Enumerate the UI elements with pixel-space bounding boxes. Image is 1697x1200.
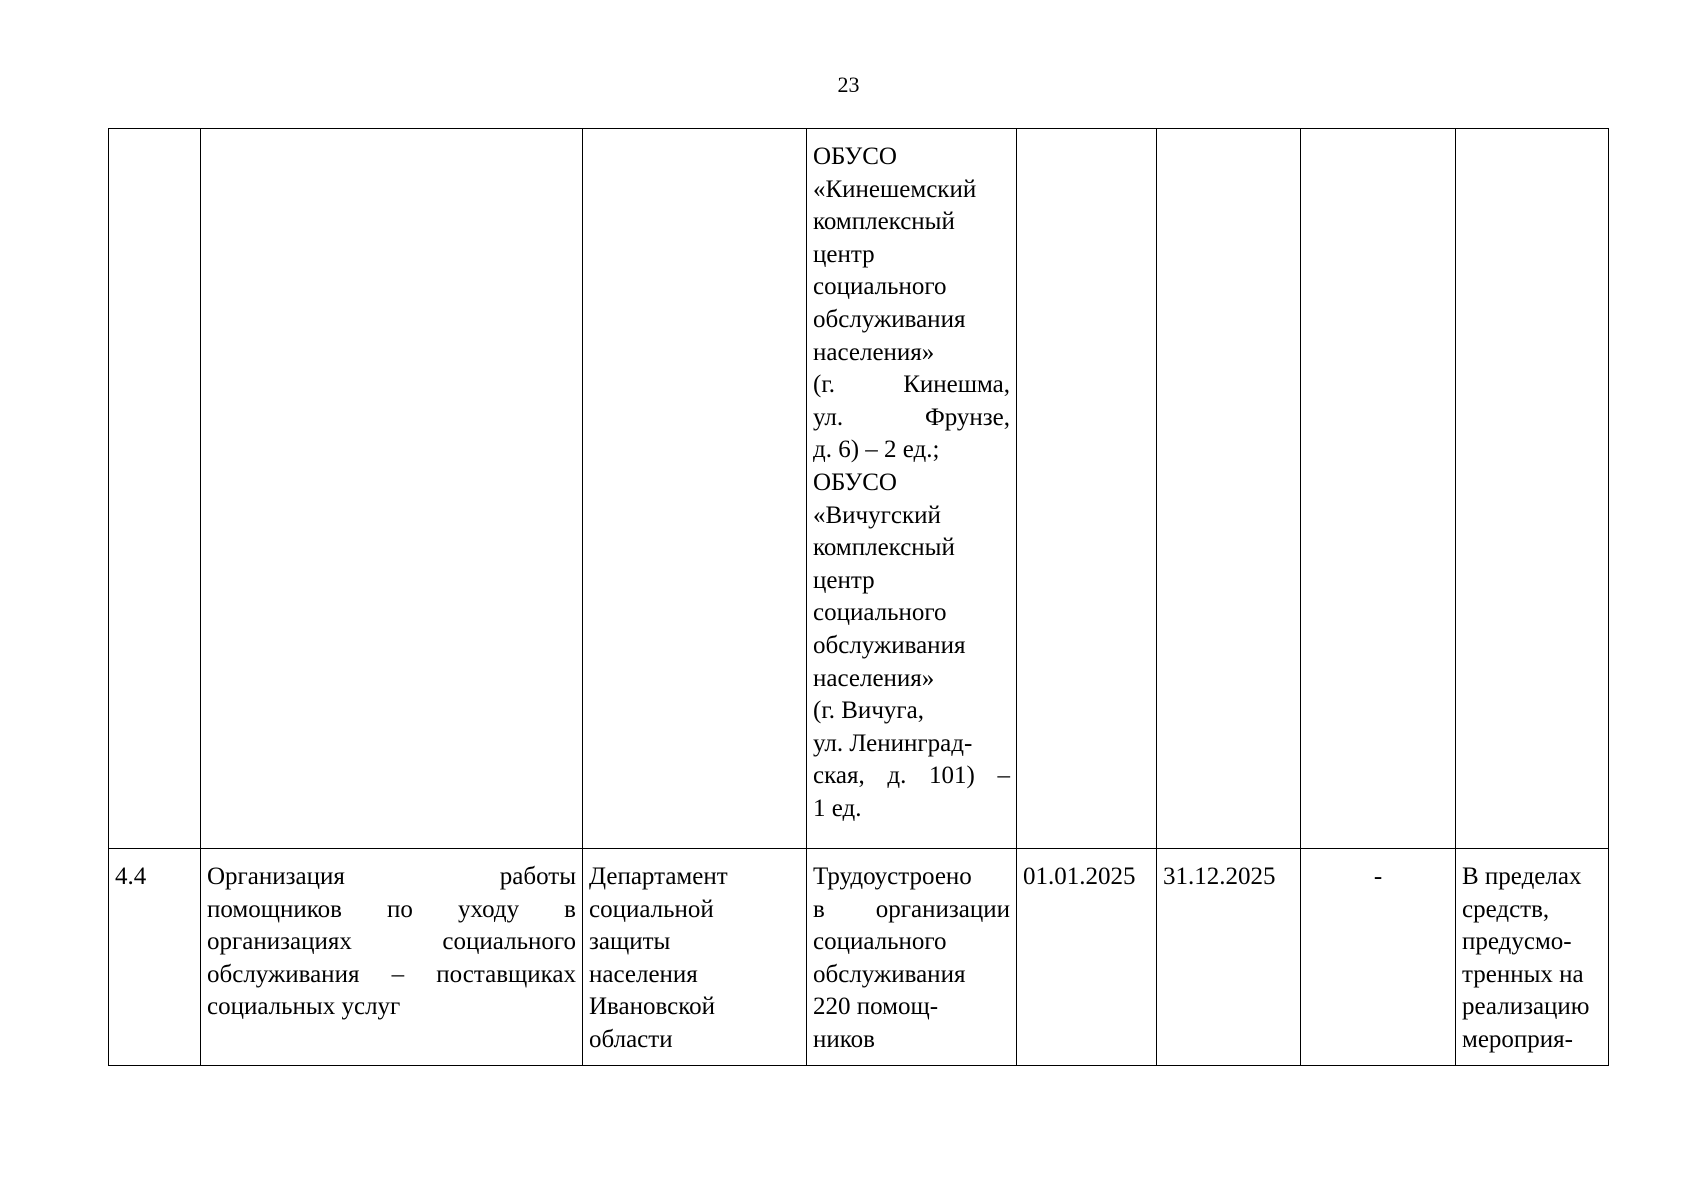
text-line: организациях социального — [207, 928, 576, 956]
text-line: Департамент — [589, 863, 728, 890]
text-line: «Вичугский — [813, 501, 941, 529]
text-line: ул. Ленинград- — [813, 729, 973, 757]
text-line: области — [589, 1025, 673, 1053]
text-line: обслуживания — [813, 960, 966, 988]
cell-funding — [1456, 849, 1609, 1066]
page-number: 23 — [837, 72, 860, 97]
text-line: 220 помощ- — [813, 993, 939, 1021]
cell-result — [807, 849, 1017, 1066]
text-line: ников — [813, 1025, 875, 1053]
text-line: ОБУСО — [813, 468, 897, 496]
cell-start-date: 01.01.2025 — [1017, 849, 1157, 1066]
text-line: помощников по уходу в — [207, 895, 576, 923]
cell-end-date: 31.12.2025 — [1157, 849, 1301, 1066]
text-line: «Кинешемский — [813, 175, 977, 203]
text-line: социального — [813, 928, 947, 956]
text-line: населения» — [813, 338, 935, 366]
text-line: социального — [813, 273, 947, 301]
text-line: средств, — [1462, 895, 1550, 923]
text-line: социального — [813, 599, 947, 627]
cell-indicator: - — [1301, 849, 1456, 1066]
text-line: ОБУСО — [813, 143, 897, 170]
cell-number: 4.4 — [109, 849, 201, 1066]
cell-measure-name — [201, 849, 583, 1066]
text-line: социальных услуг — [207, 993, 401, 1021]
cell-executor — [583, 129, 807, 849]
table-row-continuation — [109, 129, 1609, 849]
cell-result — [807, 129, 1017, 849]
measures-table — [108, 128, 1609, 1066]
text-line: ская, д. 101) – — [813, 762, 1010, 790]
cell-end-date — [1157, 129, 1301, 849]
text-line: центр — [813, 240, 875, 268]
cell-executor — [583, 849, 807, 1066]
text-line: мероприя- — [1462, 1025, 1573, 1053]
cell-indicator — [1301, 129, 1456, 849]
text-line: Организация работы — [207, 863, 576, 890]
text-line: обслуживания — [813, 631, 966, 659]
text-line: (г. Кинешма, — [813, 371, 1010, 399]
text-line: комплексный — [813, 208, 955, 236]
text-line: 1 ед. — [813, 794, 862, 822]
cell-funding — [1456, 129, 1609, 849]
text-line: защиты — [589, 928, 671, 956]
text-line: социальной — [589, 895, 714, 923]
text-line: предусмо- — [1462, 928, 1572, 956]
text-line: центр — [813, 566, 875, 594]
text-line: В пределах — [1462, 863, 1582, 890]
cell-number — [109, 129, 201, 849]
text-line: Ивановской — [589, 993, 716, 1021]
text-line: обслуживания — [813, 305, 966, 333]
table-row-4-4 — [109, 849, 1609, 1066]
text-line: обслуживания – поставщиках — [207, 960, 576, 988]
text-line: тренных на — [1462, 960, 1584, 988]
text-line: реализацию — [1462, 993, 1590, 1021]
text-line: (г. Вичуга, — [813, 697, 924, 725]
cell-measure-name — [201, 129, 583, 849]
text-line: населения — [589, 960, 698, 988]
text-line: Трудоустроено — [813, 863, 972, 890]
text-line: д. 6) – 2 ед.; — [813, 436, 940, 464]
text-line: комплексный — [813, 534, 955, 562]
cell-start-date — [1017, 129, 1157, 849]
text-line: ул. Фрунзе, — [813, 403, 1010, 431]
text-line: населения» — [813, 664, 935, 692]
text-line: в организации — [813, 895, 1010, 923]
